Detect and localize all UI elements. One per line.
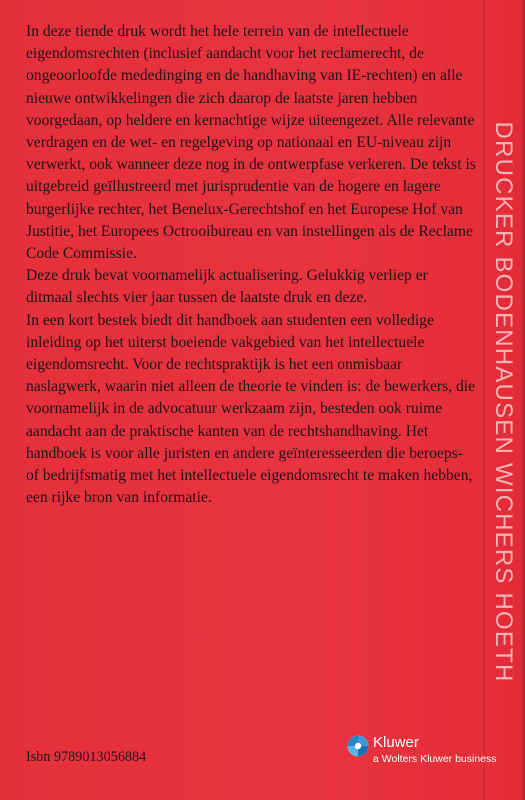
back-cover-blurb [26, 21, 476, 509]
spine-author-names: DRUCKER BODENHAUSEN WICHERS HOETH [490, 121, 517, 683]
isbn-number: Isbn 9789013056884 [26, 749, 147, 765]
blurb-paragraph-2: Deze druk bevat voornamelijk actualisering. Gelukkig verliep er ditmaal slechts vier jaar tussen de laatste druk en deze. [26, 267, 428, 307]
publisher-tagline: a Wolters Kluwer business [373, 753, 497, 765]
publisher-logo-block [347, 734, 497, 766]
blurb-paragraph-3: In een kort bestek biedt dit handboek aan studenten een volledige inleiding op het uiterst boeiende vakgebied van het intellectuele eigendomsrecht. Voor de rechtspraktijk is het een onmisbaar naslagwerk, waarin niet alleen de theorie te vinden is: de bewerkers, die voornamelijk in de advocatuur werkzaam zijn, besteden ook ruime aandacht aan de praktische kanten van de rechtshandhaving. Het handboek is voor alle juristen en andere geïnteresseerden die beroeps- of bedrijfsmatig met het intellectuele eigendomsrecht te maken hebben, een rijke bron van informatie. [26, 311, 476, 507]
spine-fold-line [483, 0, 485, 800]
publisher-name: Kluwer [373, 734, 419, 751]
kluwer-globe-icon [347, 735, 369, 757]
blurb-paragraph-1: In deze tiende druk wordt het hele terrein van de intellectuele eigendomsrechten (inclusief aandacht voor het reclamerecht, de ongeoorloofde mededinging en de handhaving van IE-rechten) en alle nieuwe ontwikkelingen die zich daarop de laatste jaren hebben voorgedaan, op heldere en kernachtige wijze uiteengezet. Alle relevante verdragen en de wet- en regelgeving op nationaal en EU-niveau zijn verwerkt, ook wanneer deze nog in de ontwerpfase verkeren. De tekst is uitgebreid geïllustreerd met jurisprudentie van de hogere en lagere burgerlijke rechter, het Benelux-Gerechtshof en het Europese Hof van Justitie, het Europees Octrooibureau en van instellingen als de Reclame Code Commissie. [26, 23, 476, 263]
cover-edge-shadow [521, 0, 525, 800]
